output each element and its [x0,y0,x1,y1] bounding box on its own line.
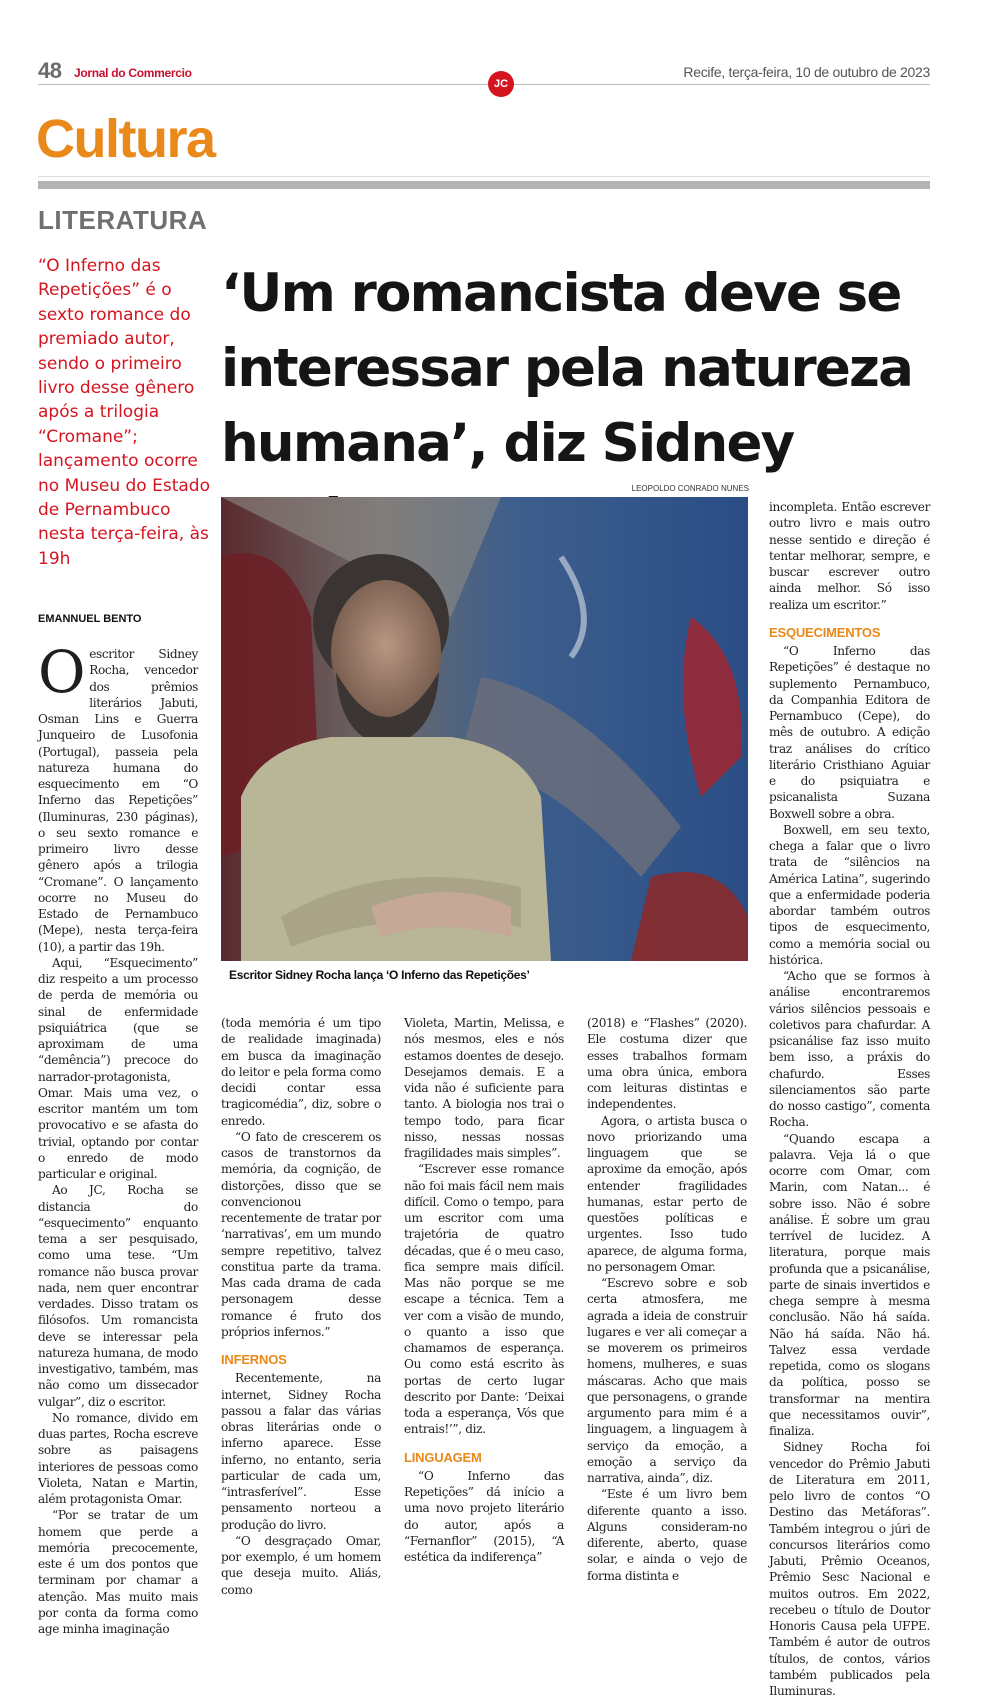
paragraph: Sidney Rocha foi vencedor do Prêmio Jabuti de Literatura em 2011, pelo livro de contos “O Destino das Metáforas”. Também integrou o júri de concursos literários como Jabuti, Prêmio Oceanos, Prêmio Sesc Nacional e muitos outros. Em 2022, recebeu o título de Doutor Honoris Causa pela UFPE. Também é autor de outros títulos, de contos, vários também publicados pela Iluminuras. [769,1440,930,1698]
page-number: 48 [38,58,62,83]
article-column-3 [404,1015,564,1564]
paragraph [38,638,198,955]
paragraph: (2018) e “Flashes” (2020). Ele costuma dizer que esses trabalhos formam uma obra única, embora com leituras distintas e independentes. [587,1016,747,1112]
paragraph: “Acho que se formos à análise encontraremos vários silêncios pessoais e coletivos para chafurdar. A psicanálise faz isso muito bem isso, a práxis do chafurdo. Esses silenciamentos são parte do nosso castigo”, comenta Rocha. [769,969,930,1130]
article-kicker: LITERATURA [38,205,208,235]
paragraph: “Por se tratar de um homem que perde a memória precocemente, este é um dos pontos que terminam por chamar a atenção. Mas muito mais por conta da forma como age minha imaginação [38,1508,198,1636]
paragraph: Boxwell, em seu texto, chega a falar que o livro trata de “silêncios na América Latina”, sugerindo que a enfermidade poderia abordar também outros tipos de esquecimento, como a memória social ou histórica. [769,822,930,967]
paragraph: (toda memória é um tipo de realidade imaginada) em busca da imaginação do leitor e pela forma como decidi contar essa tragicomédia”, diz, sobre o enredo. [221,1016,381,1128]
subhead-linguagem: LINGUAGEM [404,1449,482,1465]
photo-credit: LEOPOLDO CONRADO NUNES [631,484,749,493]
paragraph: Ao JC, Rocha se distancia do “esquecimento” enquanto tema a ser pesquisado, como uma tese. “Um romance não busca provar nada, nem quer encontrar verdades. Disso tratam os filósofos. Um romancista deve se interessar pela natureza humana, de modo investigativo, também, mas não como um dissecador vulgar”, diz o escritor. [38,1183,198,1409]
byline: EMANNUEL BENTO [38,613,142,625]
paragraph: “Escrevo sobre e sob certa atmosfera, me agrada a ideia de construir lugares e ver ali começar a se moverem os primeiros homens, mulheres, e suas máscaras. Acho que mais que personagens, o grande argumento para mim é a linguagem, a linguagem à serviço da emoção, a emoção a serviço da narrativa, ainda”, diz. [587,1276,747,1485]
dateline: Recife, terça-feira, 10 de outubro de 2023 [683,64,930,80]
paragraph: “O Inferno das Repetições” dá início a uma novo projeto literário do autor, após a “Fernanflor” (2015), “A estética da indiferença” [404,1468,564,1564]
paragraph: “O desgraçado Omar, por exemplo, é um homem que deseja muito. Aliás, como [221,1533,381,1597]
subhead-esquecimentos: ESQUECIMENTOS [769,624,881,640]
dropcap: O [38,638,86,706]
paragraph: incompleta. Então escrever outro livro e mais outro nesse sentido e direção é tentar melhorar, sempre, e buscar escrever outro ainda melhor. Só isso realiza um escritor.” [769,500,930,612]
article-deck: “O Inferno das Repetições” é o sexto romance do premiado autor, sendo o primeiro livro desse gênero após a trilogia “Cromane”; lançamento ocorre no Museu do Estado de Pernambuco nesta terça-feira, às 19h [38,256,210,569]
subhead-infernos: INFERNOS [221,1352,287,1367]
section-thick-rule [38,181,930,189]
photo-caption: Escritor Sidney Rocha lança ‘O Inferno das Repetições’ [229,968,530,982]
paragraph-text: escritor Sidney Rocha, vencedor dos prêmios literários Jabuti, Osman Lins e Guerra Junqueiro de Lusofonia (Portugal), passeia pela natureza humana do esquecimento em “O Inferno das Repetições” (Iluminuras, 230 páginas), o seu sexto romance e primeiro livro desse gênero após a trilogia “Cromane”. O lançamento ocorre no Museu do Estado de Pernambuco (Mepe), nesta terça-feira (10), a partir das 19h. [38,647,198,954]
jc-logo-icon [488,71,514,97]
paragraph: “Este é um livro bem diferente quanto a isso. Alguns consideram-no diferente, aberto, quase solar, e ainda o vejo de forma distinta e [587,1487,747,1583]
section-title: Cultura [36,109,215,169]
author-photo [221,497,748,961]
newspaper-name: Jornal do Commercio [74,66,192,80]
paragraph: “Quando escapa a palavra. Veja lá o que ocorre com Omar, com Marin, com Natan... é sobre isso. Não é sobre análise. É sobre um grau terrível de lucidez. A literatura, porque mais profunda que a psicanálise, parte de sinais invertidos e chega sempre à mesma conclusão. Não há saída. Não há saída. Não há. Talvez essa verdade repetida, como os slogans da política, posso se transformar na mentira que necessitamos ouvir”, finaliza. [769,1131,930,1438]
author-portrait-image [221,497,748,961]
article-headline: ‘Um romancista deve se interessar pela natureza humana’, diz Sidney [221,263,913,474]
paragraph: Aqui, “Esquecimento” diz respeito a um processo de perda de memória ou sinal de enfermidade psiquiátrica (que se aproximam de uma “demência”) precoce do narrador-protagonista, Omar. Mais uma vez, o escritor mantém um tom provocativo e se afasta do trivial, optando por contar o enredo de modo particular e original. [38,955,198,1181]
paragraph: Agora, o artista busca o novo priorizando uma linguagem que se aproxime da emoção, após entender fragilidades humanas, estar perto de questões políticas e urgentes. Isso tudo aparece, de alguma forma, no personagem Omar. [587,1113,747,1274]
article-column-5 [769,499,930,1698]
article-column-4 [587,1015,747,1583]
paragraph: Violeta, Martin, Melissa, e nós mesmos, eles e nós estamos doentes de desejo. Desejamos demais. E a vida não é suficiente para tanto. A biologia nos trai o tempo todo, para ficar nisso, nessas nossas fragilidades mais simples”. [404,1016,564,1160]
paragraph: No romance, divido em duas partes, Rocha escreve sobre as paisagens interiores de pessoas como Violeta, Natan e Martin, além protagonista Omar. [38,1410,198,1506]
paragraph: Recentemente, na internet, Sidney Rocha passou a falar das várias obras literárias onde o inferno aparece. Esse inferno, no entanto, seria particular de cada um, “intrasferível”. Esse pensamento norteou a produção do livro. [221,1371,381,1532]
article-column-2 [221,1015,381,1597]
jc-logo-text: JC [493,78,509,90]
header-rule [38,84,930,85]
paragraph: “Escrever esse romance não foi mais fácil nem mais difícil. Como o tempo, para um escritor com uma trajetória de quatro décadas, que é o meu caso, fica sempre mais difícil. Mas não porque se me escape a técnica. Tem a ver com a visão de mundo, o quanto a isso que chamamos de esperança. Ou como está escrito às portas de certo lugar descrito por Dante: ‘Deixai toda a esperança, Vós que entrais!’”, diz. [404,1162,564,1437]
article-column-1 [38,638,198,1636]
paragraph: “O Inferno das Repetições” é destaque no suplemento Pernambuco, da Companhia Editora de Pernambuco (Cepe), do mês de outubro. A edição traz análises do crítico literário Cristhiano Aguiar e do psiquiatra e psicanalista Suzana Boxwell sobre a obra. [769,644,930,821]
paragraph: “O fato de crescerem os casos de transtornos da memória, da cognição, de distorções, disso que se convencionou recentemente de tratar por ‘narrativas’, em um mundo sempre repetitivo, talvez constitua parte da trama. Mas cada drama de cada personagem desse romance é fruto dos próprios infernos.” [221,1129,381,1339]
section-thin-rule [38,176,930,177]
